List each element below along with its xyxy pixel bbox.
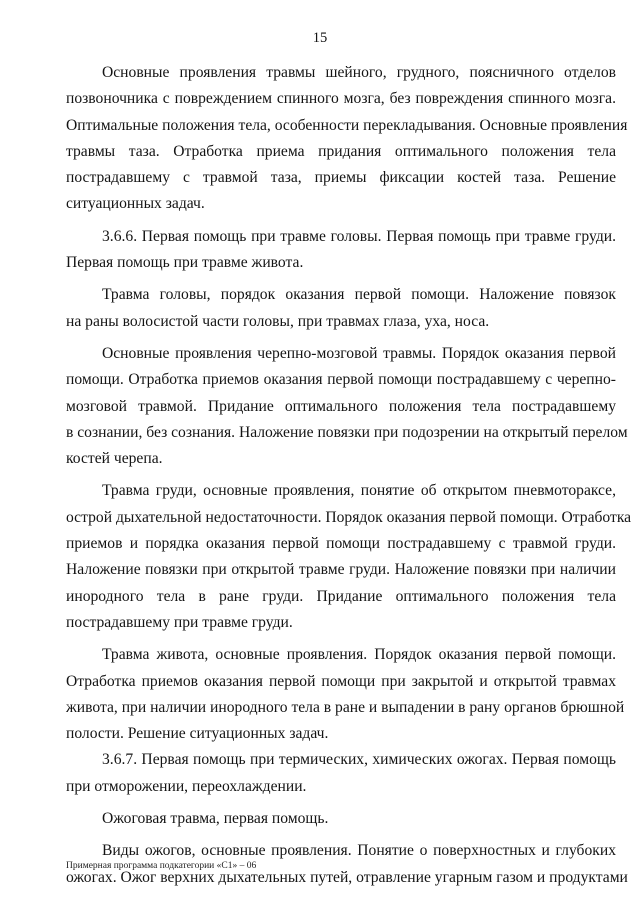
- text-line: Ожоговая травма, первая помощь.: [102, 810, 329, 828]
- page-footer: Примерная программа подкатегории «С1» – 06: [66, 861, 257, 871]
- text-line: Травма живота, основные проявления. Порядок оказания первой помощи.: [102, 646, 616, 664]
- text-line: острой дыхательной недостаточности. Порядок оказания первой помощи. Отработка: [66, 508, 632, 526]
- text-line: Отработка приемов оказания первой помощи при закрытой и открытой травмах: [66, 672, 616, 690]
- text-line: Травма груди, основные проявления, понятие об открытом пневмотораксе,: [102, 482, 616, 500]
- paragraph-abdominal-injury: [66, 642, 625, 747]
- text-line: 3.6.7. Первая помощь при термических, химических ожогах. Первая помощь: [102, 751, 616, 769]
- text-line: полости. Решение ситуационных задач.: [66, 725, 329, 743]
- text-line: Травма головы, порядок оказания первой помощи. Наложение повязок: [102, 286, 616, 304]
- text-line: на раны волосистой части головы, при травмах глаза, уха, носа.: [66, 312, 490, 330]
- text-line: живота, при наличии инородного тела в ране и выпадении в рану органов брюшной: [66, 698, 625, 716]
- text-line: 3.6.6. Первая помощь при травме головы. Первая помощь при травме груди.: [102, 227, 616, 245]
- text-line: пострадавшему при травме груди.: [66, 613, 293, 631]
- section-heading-3-6-6: [66, 224, 616, 277]
- text-line: мозговой травмой. Придание оптимального положения тела пострадавшему: [66, 397, 616, 415]
- text-line: Основные проявления травмы шейного, грудного, поясничного отделов: [102, 64, 616, 81]
- paragraph-chest-injury: [66, 478, 632, 636]
- text-line: костей черепа.: [66, 450, 163, 468]
- text-line: при отморожении, переохлаждении.: [66, 777, 307, 795]
- text-line: ситуационных задач.: [66, 195, 205, 213]
- text-line: Наложение повязки при открытой травме груди. Наложение повязки при наличии: [66, 561, 616, 579]
- text-line: ожогах. Ожог верхних дыхательных путей, отравление угарным газом и продуктами: [66, 868, 628, 886]
- section-heading-3-6-7: [66, 747, 616, 800]
- text-line: Виды ожогов, основные проявления. Понятие о поверхностных и глубоких: [102, 842, 616, 860]
- text-line: инородного тела в ране груди. Придание оптимального положения тела: [66, 587, 616, 605]
- page-number: 15: [312, 30, 328, 46]
- document-body: [66, 60, 632, 891]
- text-line: в сознании, без сознания. Наложение повязки при подозрении на открытый перелом: [66, 423, 628, 441]
- text-line: Основные проявления черепно-мозговой травмы. Порядок оказания первой: [102, 344, 616, 362]
- text-line: Оптимальные положения тела, особенности перекладывания. Основные проявления: [66, 116, 628, 134]
- paragraph-spine-pelvis-injury: [66, 60, 628, 218]
- text-line: травмы таза. Отработка приема придания оптимального положения тела: [66, 142, 616, 160]
- paragraph-head-injury: [66, 282, 616, 335]
- paragraph-burn-injury: [66, 806, 616, 832]
- text-line: приемов и порядка оказания первой помощи пострадавшему с травмой груди.: [66, 535, 616, 553]
- text-line: пострадавшему с травмой таза, приемы фиксации костей таза. Решение: [66, 169, 616, 187]
- text-line: позвоночника с повреждением спинного мозга, без повреждения спинного мозга.: [66, 90, 616, 108]
- text-line: помощи. Отработка приемов оказания первой помощи пострадавшему с черепно-: [66, 371, 616, 389]
- text-line: Первая помощь при травме живота.: [66, 254, 304, 272]
- paragraph-craniocerebral-injury: [66, 341, 628, 472]
